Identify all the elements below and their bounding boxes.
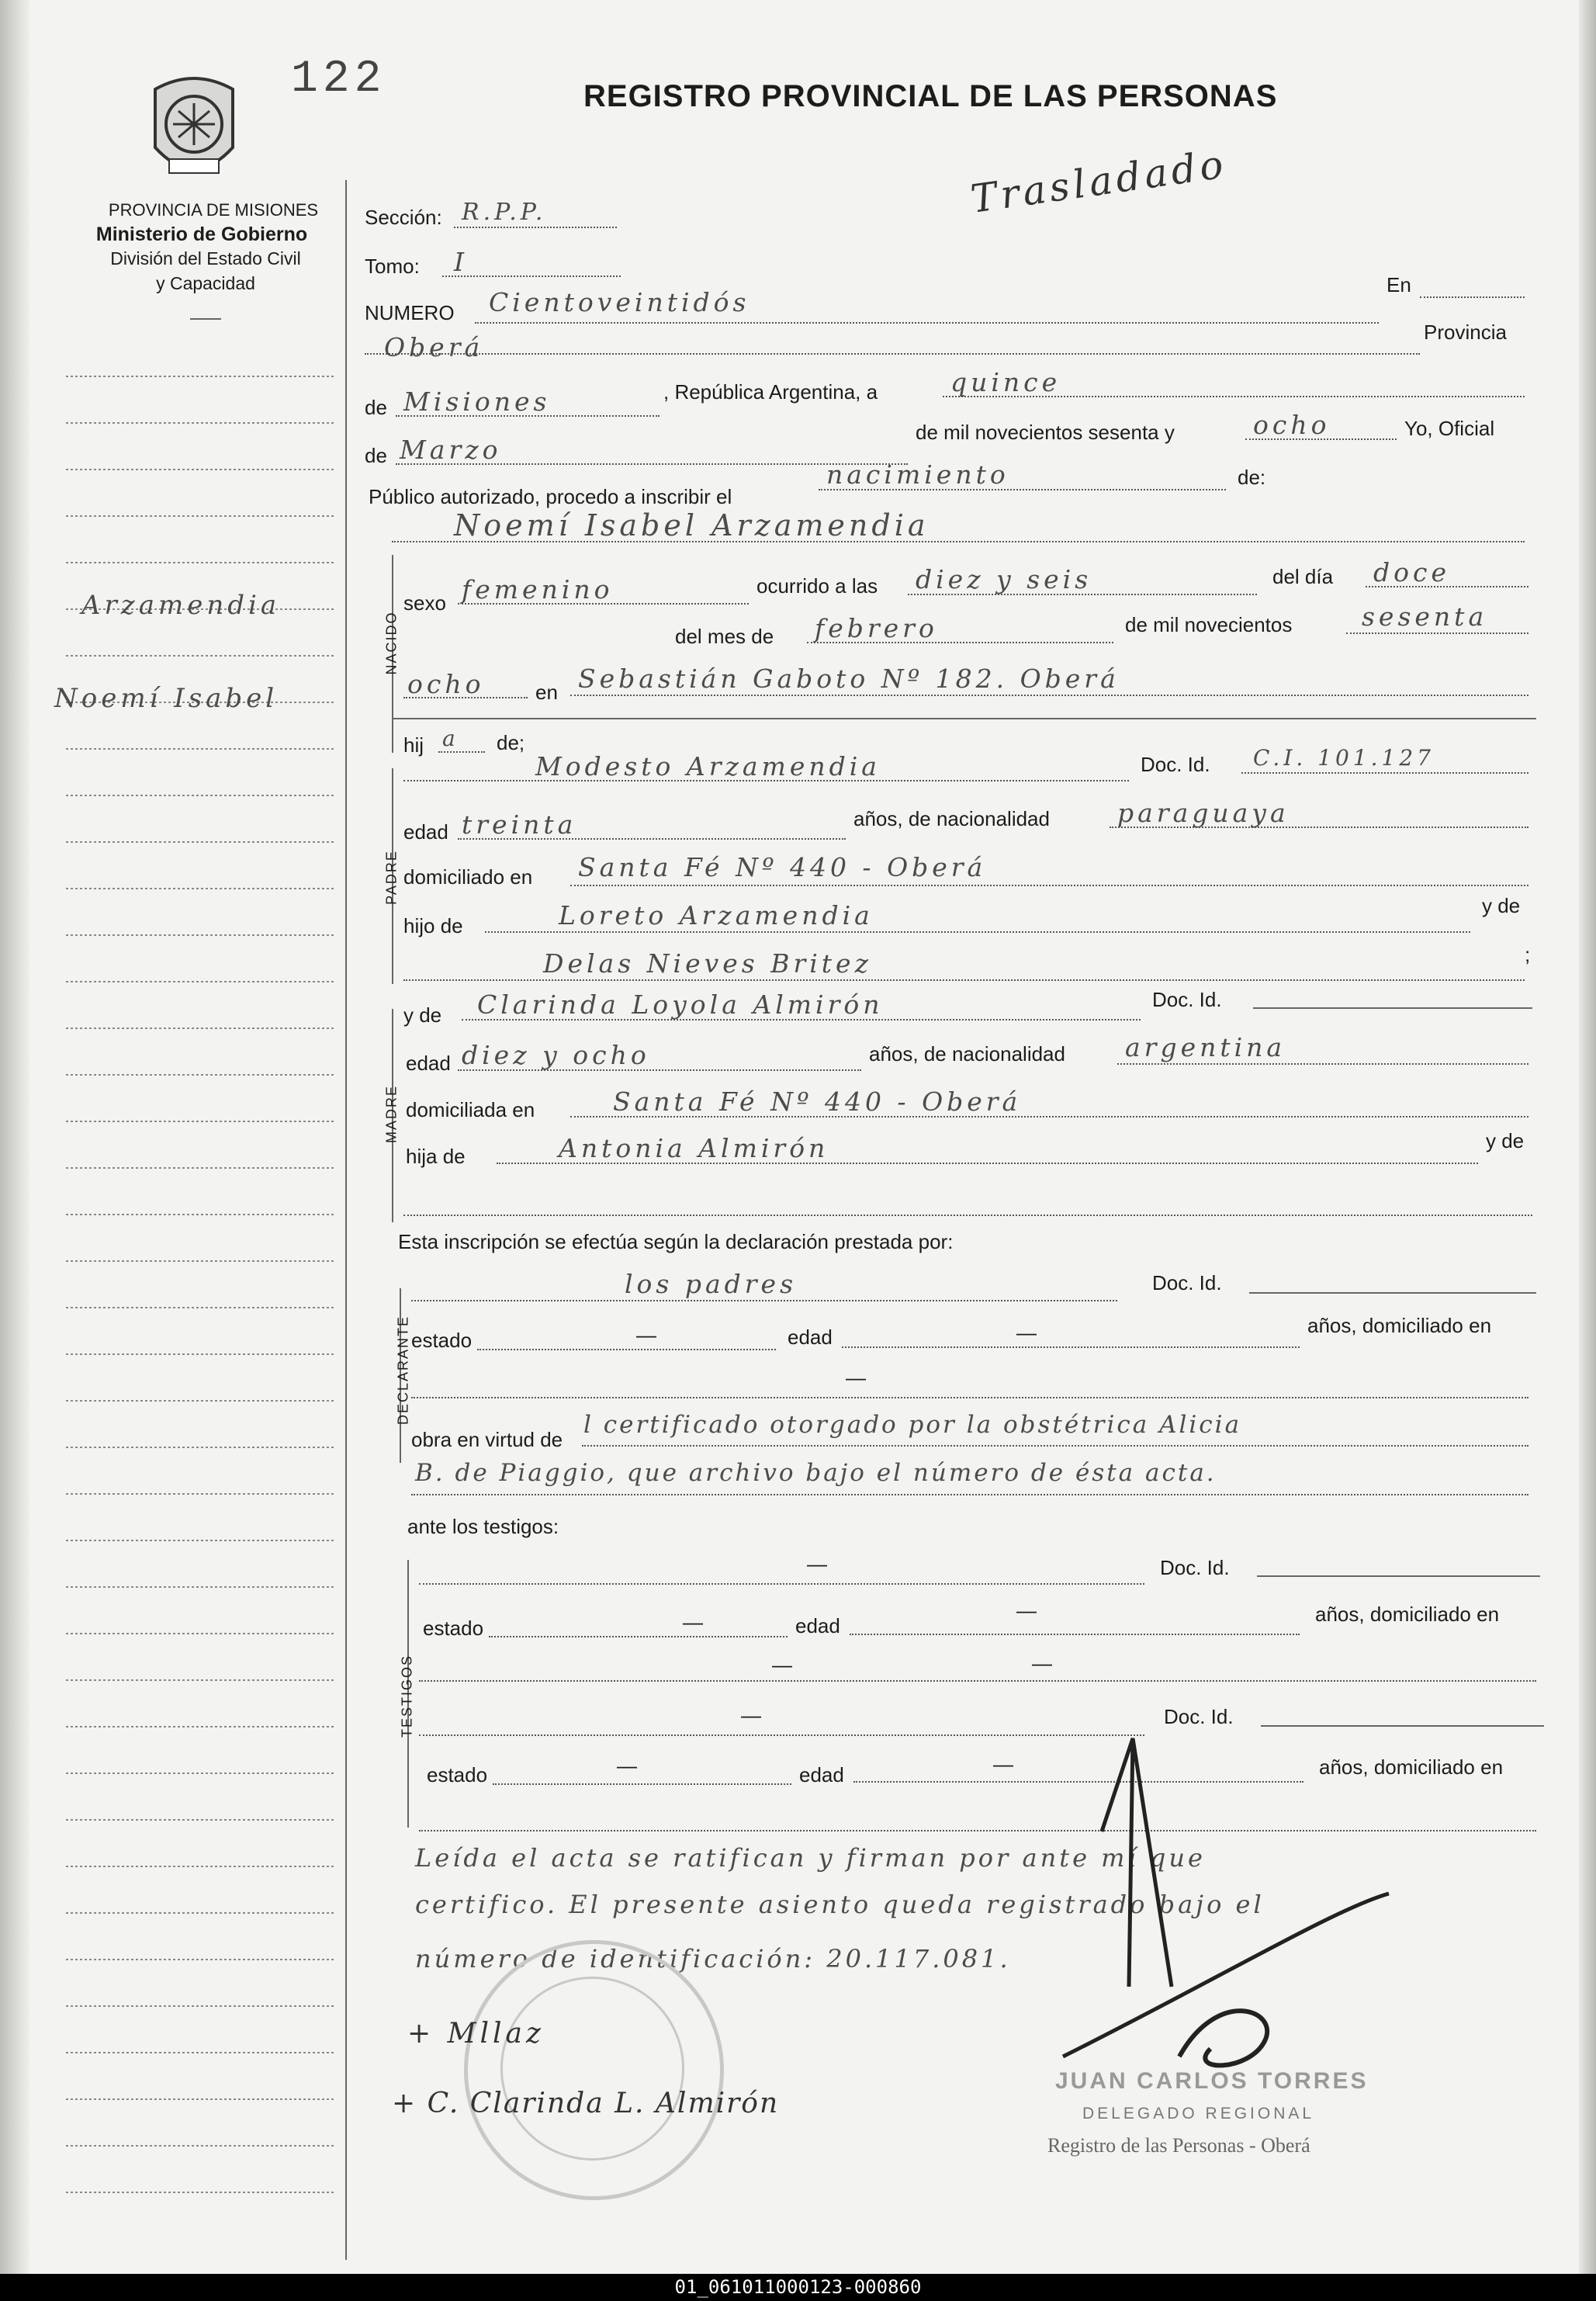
declarante-name-line (411, 1300, 1117, 1301)
madre-label: MADRE (383, 1085, 400, 1144)
signature-madre: + C. Clarinda L. Almirón (392, 2088, 780, 2119)
declarante-estado-label: estado (411, 1329, 473, 1352)
declarante-label: DECLARANTE (395, 1315, 411, 1426)
testigo1-estado-dash: — (683, 1610, 703, 1634)
officer-role: DELEGADO REGIONAL (1082, 2105, 1315, 2123)
padre-nac-value: paraguaya (1117, 798, 1290, 828)
testigo1-anios-dom-label: años, domiciliado en (1315, 1603, 1500, 1626)
padre-hijo-de-value: Loreto Arzamendia (559, 900, 874, 930)
officer-name: JUAN CARLOS TORRES (1055, 2068, 1369, 2094)
sexo-value: femenino (462, 574, 614, 605)
madre-y-de-label-2: y de (1486, 1129, 1525, 1152)
padre-dom-value: Santa Fé Nº 440 - Oberá (578, 852, 987, 882)
obra-label: obra en virtud de (411, 1428, 563, 1451)
column-rule (345, 180, 347, 2260)
de-label-1: de (365, 396, 387, 419)
de-semicolon-label: de; (497, 731, 525, 754)
padre-nac-label: años, de nacionalidad (853, 807, 1050, 830)
official-signature (985, 1731, 1466, 2095)
de-mil-label: de mil novecientos sesenta y (916, 421, 1175, 444)
provincia-label: Provincia (1424, 321, 1507, 344)
page-edge (1579, 0, 1596, 2274)
testigo1-estado-line (489, 1636, 788, 1637)
anio-value: ocho (1253, 410, 1331, 440)
header-division: División del Estado Civil (110, 248, 301, 269)
padre-name-value: Modesto Arzamendia (535, 751, 881, 781)
padre-edad-value: treinta (462, 809, 577, 840)
padre-y-de-value: Delas Nieves Britez (543, 948, 872, 979)
numero-line (475, 322, 1379, 324)
madre-doc-line (1253, 1007, 1532, 1009)
obra-line-1 (582, 1445, 1528, 1447)
tomo-line (442, 275, 621, 277)
testigo1-doc-label: Doc. Id. (1160, 1556, 1230, 1579)
declarante-edad-label: edad (788, 1326, 833, 1349)
acto-value: nacimiento (826, 459, 1009, 490)
nacido-divider (392, 718, 1536, 719)
testigo1-dom-line (419, 1680, 1536, 1682)
mes-nac-value: febrero (815, 613, 938, 643)
declarante-edad-line (842, 1346, 1300, 1348)
padre-hijo-de-label: hijo de (403, 914, 463, 937)
round-seal-inner (500, 1977, 684, 2161)
numero-label: NUMERO (365, 301, 455, 324)
provincia-value: Misiones (403, 386, 551, 417)
anio-nac-value: sesenta (1362, 601, 1488, 632)
padre-edad-label: edad (403, 820, 448, 844)
declarante-estado-dash: — (636, 1323, 656, 1346)
declarante-doc-label: Doc. Id. (1152, 1271, 1222, 1294)
declarante-estado-line (477, 1349, 776, 1350)
madre-edad-label: edad (406, 1052, 451, 1075)
madre-hija-de-value: Antonia Almirón (559, 1133, 829, 1163)
ocurrido-label: ocurrido a las (756, 574, 878, 598)
header-ministry: Ministerio de Gobierno (95, 224, 308, 245)
anio-nac-line (1346, 632, 1528, 634)
localidad-value: Oberá (384, 332, 484, 362)
document-title: REGISTRO PROVINCIAL DE LAS PERSONAS (583, 79, 1278, 113)
cierre-line-1: Leída el acta se ratifican y firman por ante mí que (415, 1843, 1206, 1873)
madre-dom-label: domiciliada en (406, 1098, 535, 1121)
margin-ruled-lines (66, 353, 338, 2231)
hij-suffix: a (442, 726, 459, 751)
tomo-label: Tomo: (365, 255, 420, 278)
testigo2-edad-dash: — (993, 1752, 1013, 1776)
padre-y-de-label: y de (1482, 894, 1521, 917)
header-divider (190, 318, 221, 320)
nacido-label: NACIDO (383, 611, 400, 675)
testigo1-edad-line (850, 1634, 1300, 1635)
madre-edad-value: diez y ocho (462, 1040, 650, 1070)
numero-value: Cientoveintidós (489, 287, 750, 317)
margin-given-names: Noemí Isabel (54, 683, 279, 714)
madre-name-value: Clarinda Loyola Almirón (477, 989, 884, 1020)
page-number: 122 (291, 54, 386, 105)
padre-doc-label: Doc. Id. (1141, 753, 1210, 776)
seccion-value: R.P.P. (462, 199, 547, 226)
en-label: En (1387, 273, 1411, 296)
declarante-value: los padres (625, 1269, 798, 1299)
testigos-label: TESTIGOS (399, 1655, 415, 1738)
ante-testigos-label: ante los testigos: (407, 1515, 559, 1538)
madre-nac-label: años, de nacionalidad (869, 1042, 1065, 1066)
margin-surname: Arzamendia (81, 590, 281, 621)
testigo1-dom-dash-1: — (772, 1653, 792, 1676)
en-line (1420, 296, 1525, 298)
footer-code: 01_061011000123-000860 (0, 2274, 1596, 2301)
declarante-doc-line (1249, 1292, 1536, 1294)
republica-label: , República Argentina, a (663, 380, 878, 404)
lugar-nac-line (570, 695, 1528, 696)
declarante-dom-dash: — (846, 1366, 866, 1389)
testigo1-name-dash: — (807, 1552, 827, 1575)
tomo-value: I (454, 247, 469, 277)
localidad-line (365, 353, 1420, 355)
signature-padre: + Mllaz (407, 2018, 545, 2050)
obra-line-2 (411, 1494, 1528, 1495)
book-binding (0, 0, 29, 2274)
de-colon-label: de: (1238, 466, 1266, 489)
testigo2-anios-dom-label: años, domiciliado en (1319, 1755, 1504, 1779)
dia-nac-value: doce (1373, 557, 1451, 587)
anio-nac2-value: ocho (407, 669, 485, 699)
padre-dom-line (570, 885, 1528, 886)
testigo1-doc-line (1257, 1575, 1540, 1577)
testigo1-estado-label: estado (423, 1617, 484, 1640)
nombre-value: Noemí Isabel Arzamendia (454, 508, 930, 542)
declarante-anios-dom-label: años, domiciliado en (1307, 1314, 1492, 1337)
testigo2-doc-label: Doc. Id. (1164, 1705, 1234, 1728)
padre-semicolon: ; (1525, 943, 1531, 966)
seccion-label: Sección: (365, 206, 442, 229)
del-dia-label: del día (1272, 565, 1334, 588)
inscripcion-label: Esta inscripción se efectúa según la declaración prestada por: (398, 1230, 954, 1253)
coat-of-arms-emblem (146, 74, 243, 190)
declarante-dom-line (411, 1397, 1528, 1398)
madre-doc-label: Doc. Id. (1152, 988, 1222, 1011)
publico-label: Público autorizado, procedo a inscribir el (369, 485, 732, 508)
header-province: PROVINCIA DE MISIONES (108, 200, 319, 220)
madre-y-de-label: y de (403, 1003, 442, 1027)
testigo2-estado-label: estado (427, 1763, 488, 1786)
padre-dom-label: domiciliado en (403, 865, 533, 889)
madre-nac-value: argentina (1125, 1032, 1286, 1062)
padre-doc-line (1241, 772, 1528, 774)
testigo1-edad-label: edad (795, 1614, 840, 1637)
yo-oficial-label: Yo, Oficial (1404, 417, 1495, 440)
sexo-label: sexo (403, 591, 446, 615)
padre-hijo-de-line (485, 931, 1470, 933)
madre-y-de-line (403, 1215, 1532, 1216)
seccion-line (454, 227, 617, 228)
testigo2-estado-line (493, 1783, 791, 1785)
obra-text-1: l certificado otorgado por la obstétrica Alicia (583, 1411, 1242, 1439)
madre-hija-de-label: hija de (406, 1145, 466, 1168)
testigo2-name-dash: — (741, 1703, 761, 1727)
padre-doc-value: C.I. 101.127 (1253, 745, 1435, 771)
cierre-line-2: certifico. El presente asiento queda registrado bajo el (415, 1890, 1265, 1919)
de-label-2: de (365, 444, 387, 467)
dia-value: quince (950, 367, 1061, 397)
lugar-nac-value: Sebastián Gaboto Nº 182. Oberá (578, 664, 1120, 694)
testigo1-name-line (419, 1583, 1144, 1585)
testigo2-estado-dash: — (617, 1754, 637, 1777)
cierre-line-3: número de identificación: 20.117.081. (415, 1944, 1011, 1974)
testigo2-doc-line (1261, 1725, 1544, 1727)
obra-text-2: B. de Piaggio, que archivo bajo el número de ésta acta. (415, 1459, 1217, 1487)
padre-label: PADRE (383, 850, 400, 905)
testigo2-edad-label: edad (799, 1763, 844, 1786)
trasladado-stamp: Trasladado (968, 141, 1230, 222)
declarante-edad-dash: — (1016, 1321, 1037, 1344)
madre-dom-value: Santa Fé Nº 440 - Oberá (613, 1086, 1022, 1117)
testigo1-dom-dash-2: — (1032, 1651, 1052, 1675)
padre-y-de-line (403, 979, 1525, 981)
header-capacity: y Capacidad (156, 273, 255, 293)
officer-office: Registro de las Personas - Oberá (1047, 2134, 1310, 2157)
mes-value: Marzo (400, 435, 502, 465)
hij-label: hij (403, 733, 424, 757)
testigo1-edad-dash: — (1016, 1599, 1037, 1622)
del-mes-label: del mes de (675, 625, 774, 648)
hora-value: diez y seis (916, 564, 1092, 594)
madre-nac-line (1117, 1063, 1528, 1065)
en-lower-label: en (535, 681, 558, 704)
hij-line (438, 751, 485, 753)
de-mil-nov-label: de mil novecientos (1125, 613, 1293, 636)
